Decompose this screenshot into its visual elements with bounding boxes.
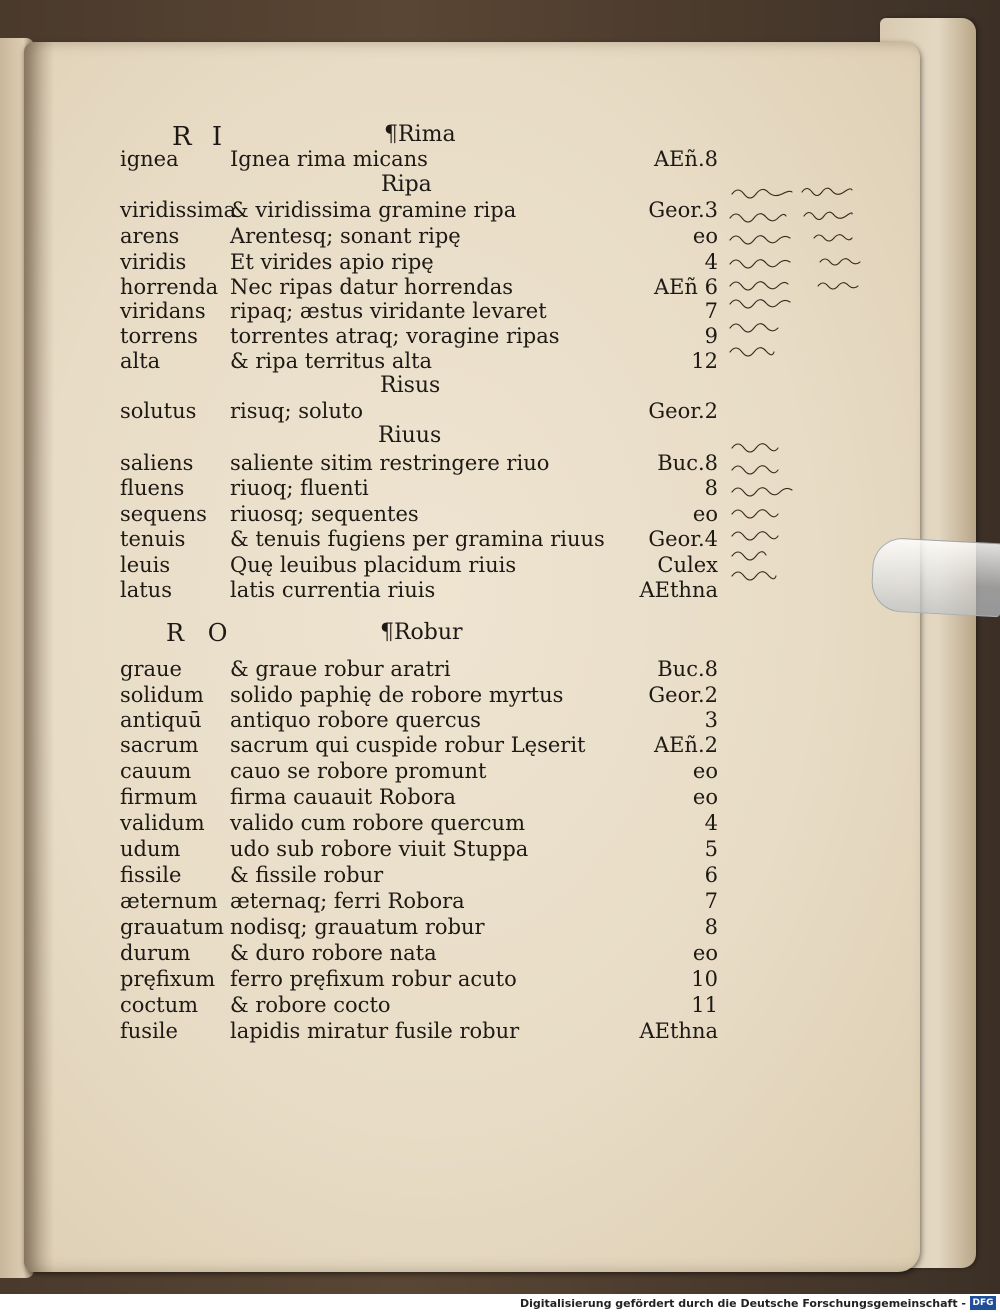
entry-quotation: Arentesq; sonant ripę xyxy=(230,224,461,248)
entry-reference: eo xyxy=(692,785,718,809)
entry-row xyxy=(0,862,1000,888)
entry-reference: Geor.3 xyxy=(648,198,718,222)
entry-adjective: sacrum xyxy=(120,733,199,757)
entry-reference: Buc.8 xyxy=(657,451,718,475)
entry-adjective: pręfixum xyxy=(120,967,216,991)
entry-adjective: ignea xyxy=(120,147,179,171)
entry-reference: eo xyxy=(692,941,718,965)
lemma-riuus: Riuus xyxy=(378,423,442,448)
entry-reference: 10 xyxy=(691,967,718,991)
entry-reference: AEñ 6 xyxy=(653,275,718,299)
entry-adjective: solutus xyxy=(120,399,197,423)
entry-quotation: nodisq; grauatum robur xyxy=(230,915,485,939)
entry-reference: AEthna xyxy=(639,1019,718,1043)
entry-quotation: firma cauauit Robora xyxy=(230,785,456,809)
lemma-ripa: Ripa xyxy=(381,172,432,197)
entry-reference: 9 xyxy=(704,324,718,348)
entry-reference: Geor.2 xyxy=(648,399,718,423)
entry-adjective: coctum xyxy=(120,993,199,1017)
entry-row xyxy=(0,914,1000,940)
entry-quotation: æternaq; ferri Robora xyxy=(230,889,465,913)
entry-adjective: cauum xyxy=(120,759,192,783)
entry-quotation: lapidis miratur fusile robur xyxy=(230,1019,520,1043)
footer-bar xyxy=(0,1294,1000,1314)
entry-adjective: grauatum xyxy=(120,915,224,939)
entry-adjective: æternum xyxy=(120,889,218,913)
entry-row xyxy=(0,940,1000,966)
entry-reference: eo xyxy=(692,502,718,526)
entry-row xyxy=(0,836,1000,862)
entry-row xyxy=(0,656,1000,682)
entry-row xyxy=(0,966,1000,992)
entry-quotation: & fissile robur xyxy=(230,863,384,887)
entry-quotation: valido cum robore quercum xyxy=(230,811,525,835)
entry-reference: 7 xyxy=(704,889,718,913)
entry-adjective: latus xyxy=(120,578,172,602)
entry-adjective: fluens xyxy=(120,476,185,500)
entry-reference: AEñ.8 xyxy=(653,147,718,171)
entry-row xyxy=(0,146,1000,172)
entry-quotation: & ripa territus alta xyxy=(230,349,433,373)
entry-adjective: horrenda xyxy=(120,275,219,299)
entry-row xyxy=(0,732,1000,758)
entry-reference: AEthna xyxy=(639,578,718,602)
entry-quotation: udo sub robore viuit Stuppa xyxy=(230,837,529,861)
entry-reference: 6 xyxy=(704,863,718,887)
entry-reference: 4 xyxy=(704,811,718,835)
entry-adjective: arens xyxy=(120,224,180,248)
entry-adjective: alta xyxy=(120,349,161,373)
entry-reference: Geor.2 xyxy=(648,683,718,707)
lemma-rima: ¶Rima xyxy=(384,122,456,147)
section-letters-ri: R I xyxy=(172,122,229,152)
entry-adjective: solidum xyxy=(120,683,204,707)
entry-row xyxy=(0,810,1000,836)
entry-quotation: ferro pręfixum robur acuto xyxy=(230,967,517,991)
entry-quotation: sacrum qui cuspide robur Lęserit xyxy=(230,733,586,757)
section-letters-ro: R O xyxy=(166,619,236,647)
entry-reference: 7 xyxy=(704,299,718,323)
entry-quotation: saliente sitim restringere riuo xyxy=(230,451,550,475)
entry-adjective: sequens xyxy=(120,502,207,526)
entry-row xyxy=(0,784,1000,810)
entry-quotation: Ignea rima micans xyxy=(230,147,428,171)
entry-reference: 8 xyxy=(704,476,718,500)
entry-reference: 11 xyxy=(691,993,718,1017)
entry-adjective: antiquū xyxy=(120,708,202,732)
entry-adjective: durum xyxy=(120,941,191,965)
entry-adjective: fissile xyxy=(120,863,182,887)
entry-quotation: Quę leuibus placidum riuis xyxy=(230,553,517,577)
entry-adjective: tenuis xyxy=(120,527,186,551)
entry-adjective: validum xyxy=(120,811,205,835)
entry-quotation: antiquo robore quercus xyxy=(230,708,481,732)
entry-row xyxy=(0,992,1000,1018)
entry-reference: Geor.4 xyxy=(648,527,718,551)
entry-reference: eo xyxy=(692,224,718,248)
entry-adjective: leuis xyxy=(120,553,171,577)
lemma-risus: Risus xyxy=(380,373,441,398)
entry-quotation: solido paphię de robore myrtus xyxy=(230,683,564,707)
entry-reference: Buc.8 xyxy=(657,657,718,681)
entry-reference: 8 xyxy=(704,915,718,939)
entry-row xyxy=(0,707,1000,733)
entry-quotation: cauo se robore promunt xyxy=(230,759,487,783)
entry-reference: 5 xyxy=(704,837,718,861)
entry-quotation: latis currentia riuis xyxy=(230,578,436,602)
entry-reference: 4 xyxy=(704,250,718,274)
entry-quotation: risuq; soluto xyxy=(230,399,363,423)
entry-quotation: & duro robore nata xyxy=(230,941,437,965)
entry-adjective: viridissima xyxy=(120,198,237,222)
entry-adjective: torrens xyxy=(120,324,198,348)
entry-adjective: firmum xyxy=(120,785,198,809)
lemma-robur: ¶Robur xyxy=(380,620,463,645)
entry-adjective: fusile xyxy=(120,1019,178,1043)
entry-row xyxy=(0,682,1000,708)
entry-quotation: Nec ripas datur horrendas xyxy=(230,275,513,299)
entry-quotation: torrentes atraq; voragine ripas xyxy=(230,324,560,348)
entry-adjective: viridans xyxy=(120,299,206,323)
entry-quotation: & tenuis fugiens per gramina riuus xyxy=(230,527,605,551)
entry-reference: 12 xyxy=(691,349,718,373)
entry-quotation: & viridissima gramine ripa xyxy=(230,198,517,222)
entry-adjective: graue xyxy=(120,657,182,681)
entry-adjective: viridis xyxy=(120,250,187,274)
entry-quotation: & graue robur aratri xyxy=(230,657,451,681)
entry-quotation: & robore cocto xyxy=(230,993,391,1017)
entry-row xyxy=(0,1018,1000,1044)
entry-reference: Culex xyxy=(657,553,718,577)
entry-reference: AEñ.2 xyxy=(653,733,718,757)
dfg-logo: DFG xyxy=(970,1296,996,1310)
manuscript-annotations xyxy=(722,180,882,600)
entry-reference: 3 xyxy=(704,708,718,732)
entry-quotation: riuosq; sequentes xyxy=(230,502,419,526)
entry-quotation: ripaq; æstus viridante levaret xyxy=(230,299,547,323)
entry-adjective: udum xyxy=(120,837,181,861)
entry-adjective: saliens xyxy=(120,451,194,475)
entry-row xyxy=(0,758,1000,784)
entry-quotation: Et virides apio ripę xyxy=(230,250,434,274)
entry-reference: eo xyxy=(692,759,718,783)
funding-credit: Digitalisierung gefördert durch die Deutsche Forschungsgemeinschaft - xyxy=(519,1297,966,1310)
entry-row xyxy=(0,888,1000,914)
entry-quotation: riuoq; fluenti xyxy=(230,476,369,500)
